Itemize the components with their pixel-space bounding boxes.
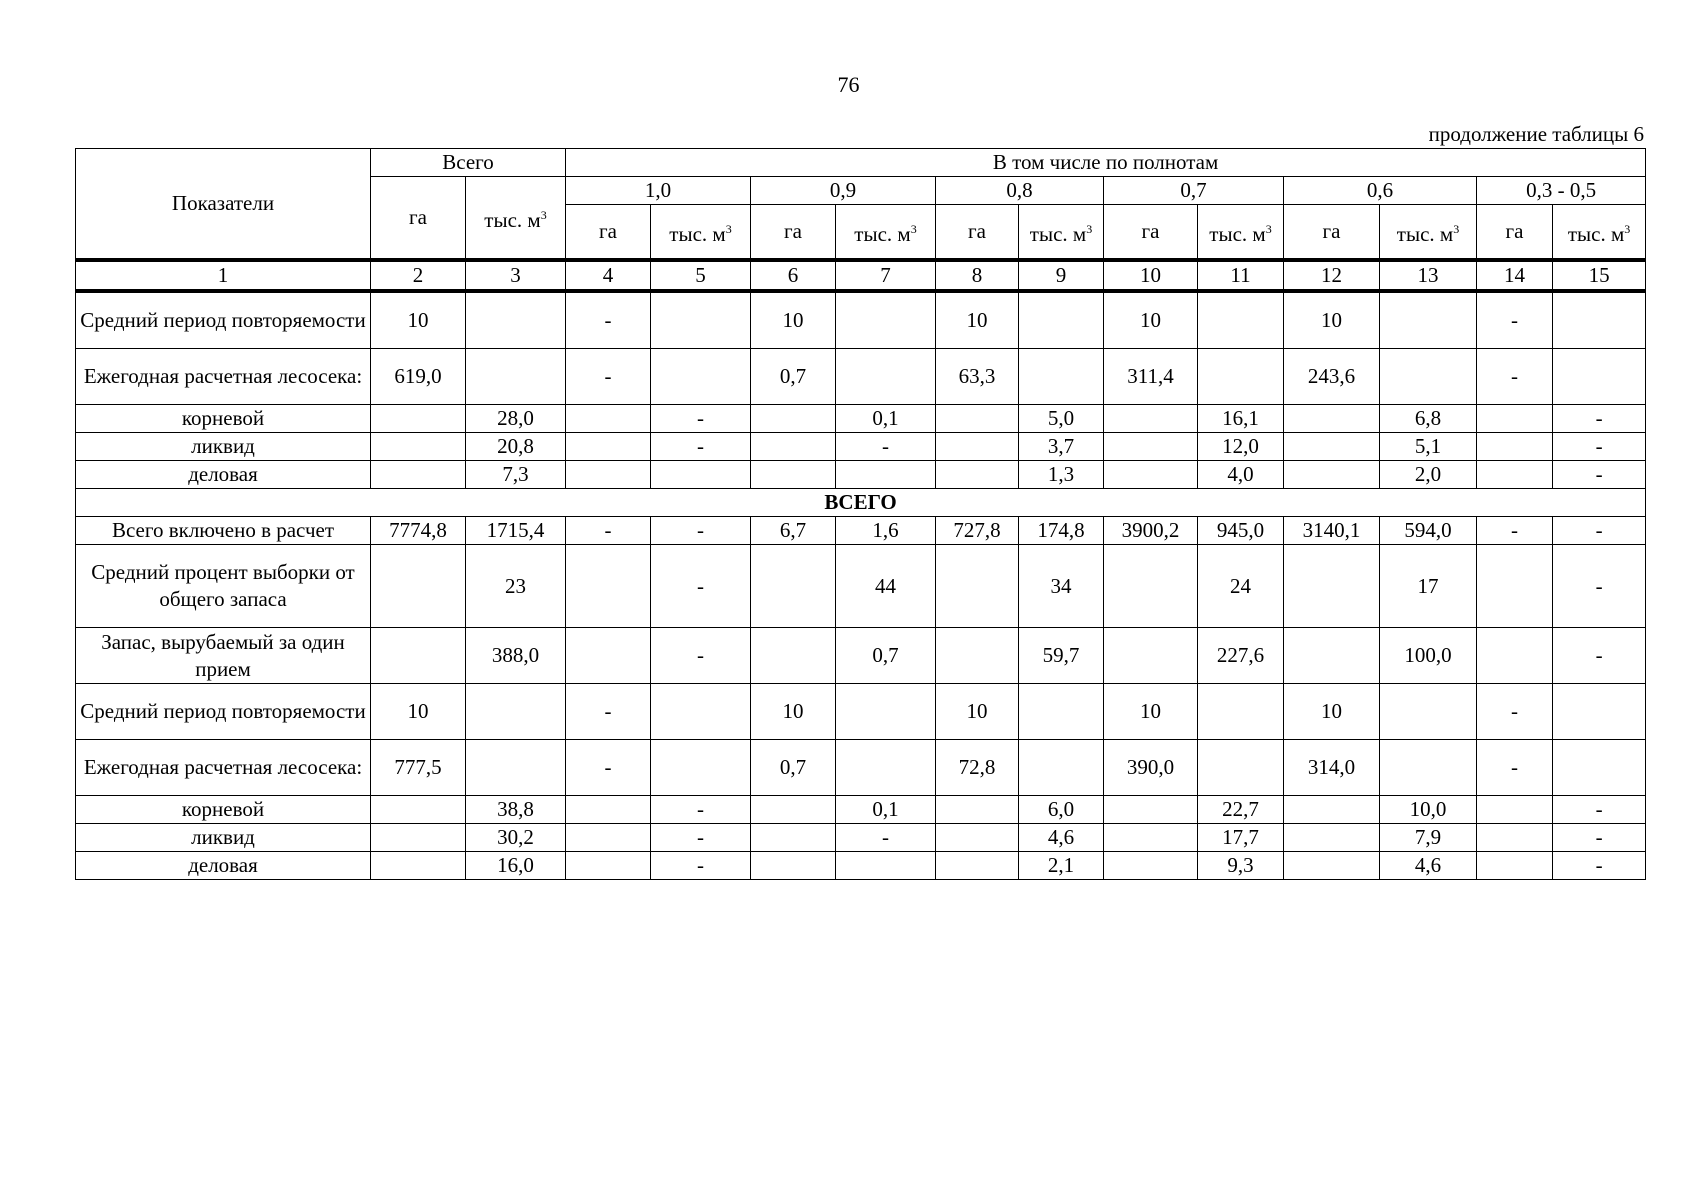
- header-unit-ha: га: [936, 205, 1019, 261]
- table-cell: [566, 405, 651, 433]
- table-cell: [1104, 628, 1198, 684]
- table-cell: 0,1: [836, 796, 936, 824]
- header-density: 0,8: [936, 177, 1104, 205]
- header-total-m3: тыс. $м^3$: [466, 177, 566, 261]
- table-cell: 777,5: [371, 740, 466, 796]
- table-cell: 24: [1198, 545, 1284, 628]
- table-row: [76, 291, 1646, 349]
- table-cell: [651, 291, 751, 349]
- table-cell: -: [566, 684, 651, 740]
- table-cell: 10: [751, 684, 836, 740]
- column-number: 6: [751, 260, 836, 291]
- section-title: ВСЕГО: [76, 489, 1646, 517]
- table-cell: [371, 824, 466, 852]
- table-row: [76, 433, 1646, 461]
- row-label: ликвид: [76, 824, 371, 852]
- table-cell: 2,0: [1380, 461, 1477, 489]
- table-cell: -: [566, 291, 651, 349]
- column-number: 5: [651, 260, 751, 291]
- header-density: 0,9: [751, 177, 936, 205]
- header-unit-m3: тыс. $м^3$: [1553, 205, 1646, 261]
- table-cell: [751, 433, 836, 461]
- table-row: [76, 349, 1646, 405]
- table-cell: -: [651, 796, 751, 824]
- table-cell: 727,8: [936, 517, 1019, 545]
- table-cell: [936, 852, 1019, 880]
- table-cell: -: [1477, 740, 1553, 796]
- header-unit-m3: тыс. $м^3$: [836, 205, 936, 261]
- table-cell: -: [1477, 349, 1553, 405]
- column-number: 4: [566, 260, 651, 291]
- table-cell: [751, 796, 836, 824]
- table-cell: 4,6: [1380, 852, 1477, 880]
- header-total-ha: га: [371, 177, 466, 261]
- table-cell: 0,7: [751, 349, 836, 405]
- table-cell: [1019, 349, 1104, 405]
- table-cell: 7774,8: [371, 517, 466, 545]
- table-cell: [1284, 628, 1380, 684]
- page-number: 76: [837, 72, 860, 97]
- table-cell: 10: [936, 684, 1019, 740]
- table-cell: [836, 291, 936, 349]
- table-cell: 23: [466, 545, 566, 628]
- table-cell: -: [1553, 461, 1646, 489]
- table-cell: 16,0: [466, 852, 566, 880]
- table-cell: [751, 628, 836, 684]
- table-cell: 5,1: [1380, 433, 1477, 461]
- table-cell: [836, 740, 936, 796]
- table-cell: -: [1477, 291, 1553, 349]
- table-cell: [751, 405, 836, 433]
- table-cell: -: [1553, 405, 1646, 433]
- table-cell: [566, 852, 651, 880]
- table-cell: 44: [836, 545, 936, 628]
- table-row: [76, 628, 1646, 684]
- table-row: [76, 740, 1646, 796]
- table-cell: [1019, 291, 1104, 349]
- table-cell: [751, 461, 836, 489]
- column-number: 14: [1477, 260, 1553, 291]
- table-cell: [566, 545, 651, 628]
- table-cell: [751, 545, 836, 628]
- table-cell: [651, 684, 751, 740]
- table-caption: продолжение таблицы 6: [1428, 122, 1644, 146]
- table-cell: 10: [371, 291, 466, 349]
- table-cell: [1104, 433, 1198, 461]
- table-cell: [936, 433, 1019, 461]
- table-cell: [1380, 349, 1477, 405]
- table-cell: [751, 824, 836, 852]
- table-cell: 6,7: [751, 517, 836, 545]
- table-cell: [1477, 545, 1553, 628]
- table-cell: [836, 461, 936, 489]
- table-cell: 4,0: [1198, 461, 1284, 489]
- table-cell: [1553, 349, 1646, 405]
- row-label: Всего включено в расчет: [76, 517, 371, 545]
- table-cell: [1477, 433, 1553, 461]
- header-unit-m3: тыс. $м^3$: [1380, 205, 1477, 261]
- table-cell: 10: [936, 291, 1019, 349]
- column-number: 3: [466, 260, 566, 291]
- header-unit-m3: тыс. $м^3$: [1198, 205, 1284, 261]
- table-cell: -: [836, 824, 936, 852]
- table-cell: 20,8: [466, 433, 566, 461]
- table-cell: [566, 824, 651, 852]
- header-unit-ha: га: [751, 205, 836, 261]
- column-number: 10: [1104, 260, 1198, 291]
- table-row: [76, 405, 1646, 433]
- table-cell: -: [651, 628, 751, 684]
- table-row: [76, 517, 1646, 545]
- table-cell: [936, 461, 1019, 489]
- table-cell: [1553, 291, 1646, 349]
- column-number: 15: [1553, 260, 1646, 291]
- table-cell: [936, 545, 1019, 628]
- table-cell: [1553, 740, 1646, 796]
- table-cell: 5,0: [1019, 405, 1104, 433]
- table-cell: 1,3: [1019, 461, 1104, 489]
- table-cell: 0,7: [836, 628, 936, 684]
- table-cell: [466, 349, 566, 405]
- header-unit-ha: га: [566, 205, 651, 261]
- header-indicators: Показатели: [76, 149, 371, 261]
- column-number: 1: [76, 260, 371, 291]
- table-cell: 1,6: [836, 517, 936, 545]
- table-cell: 17,7: [1198, 824, 1284, 852]
- table-cell: [1380, 291, 1477, 349]
- table-cell: [1284, 433, 1380, 461]
- table-cell: [1477, 628, 1553, 684]
- table-cell: [1198, 349, 1284, 405]
- table-cell: 3900,2: [1104, 517, 1198, 545]
- table-row: [76, 852, 1646, 880]
- table-cell: 7,9: [1380, 824, 1477, 852]
- table-cell: 63,3: [936, 349, 1019, 405]
- column-number: 13: [1380, 260, 1477, 291]
- header-density: 0,7: [1104, 177, 1284, 205]
- table-cell: 59,7: [1019, 628, 1104, 684]
- table-cell: 945,0: [1198, 517, 1284, 545]
- table-cell: -: [1477, 517, 1553, 545]
- table-cell: [1477, 796, 1553, 824]
- table-cell: 6,0: [1019, 796, 1104, 824]
- table-cell: 34: [1019, 545, 1104, 628]
- table-cell: -: [651, 545, 751, 628]
- column-number: 12: [1284, 260, 1380, 291]
- table-cell: [1104, 796, 1198, 824]
- table-cell: [466, 684, 566, 740]
- table-cell: [1477, 852, 1553, 880]
- row-label: Средний период повторяемости: [76, 291, 371, 349]
- table-cell: [371, 433, 466, 461]
- row-label: Средний процент выборки от общего запаса: [76, 545, 371, 628]
- table-cell: 7,3: [466, 461, 566, 489]
- table-cell: 4,6: [1019, 824, 1104, 852]
- table-cell: -: [1553, 824, 1646, 852]
- table-cell: [1104, 852, 1198, 880]
- table-row: [76, 824, 1646, 852]
- table-cell: -: [651, 824, 751, 852]
- table-cell: 38,8: [466, 796, 566, 824]
- table-cell: [1284, 405, 1380, 433]
- table-cell: [936, 628, 1019, 684]
- table-cell: [371, 852, 466, 880]
- table-cell: 10,0: [1380, 796, 1477, 824]
- table-cell: [936, 824, 1019, 852]
- table-cell: -: [651, 405, 751, 433]
- table-cell: [936, 405, 1019, 433]
- table-cell: 16,1: [1198, 405, 1284, 433]
- table-cell: [651, 349, 751, 405]
- table-cell: 22,7: [1198, 796, 1284, 824]
- table-cell: -: [1553, 545, 1646, 628]
- table-cell: -: [1553, 852, 1646, 880]
- table-cell: 619,0: [371, 349, 466, 405]
- table-cell: 17: [1380, 545, 1477, 628]
- header-unit-ha: га: [1104, 205, 1198, 261]
- table-cell: 6,8: [1380, 405, 1477, 433]
- column-number: 9: [1019, 260, 1104, 291]
- table-cell: 3,7: [1019, 433, 1104, 461]
- header-density: 1,0: [566, 177, 751, 205]
- table-cell: [371, 545, 466, 628]
- table-cell: 10: [371, 684, 466, 740]
- table-cell: 0,7: [751, 740, 836, 796]
- table-cell: [371, 405, 466, 433]
- table-cell: [1477, 461, 1553, 489]
- table-cell: -: [651, 852, 751, 880]
- table-row: [76, 545, 1646, 628]
- table-cell: [1198, 740, 1284, 796]
- table-cell: 10: [751, 291, 836, 349]
- row-label: корневой: [76, 796, 371, 824]
- table-cell: [1284, 545, 1380, 628]
- table-cell: [1104, 405, 1198, 433]
- table-cell: [566, 796, 651, 824]
- table-cell: 1715,4: [466, 517, 566, 545]
- table-cell: [1284, 461, 1380, 489]
- table-cell: 388,0: [466, 628, 566, 684]
- table-cell: [1380, 740, 1477, 796]
- table-cell: [651, 740, 751, 796]
- table-cell: [1380, 684, 1477, 740]
- table-cell: [1477, 405, 1553, 433]
- table-cell: [1553, 684, 1646, 740]
- table-cell: -: [566, 349, 651, 405]
- table-cell: [1104, 824, 1198, 852]
- table-cell: [1019, 740, 1104, 796]
- table-cell: [1477, 824, 1553, 852]
- table-row: [76, 461, 1646, 489]
- table-cell: [836, 852, 936, 880]
- column-number: 8: [936, 260, 1019, 291]
- row-label: Запас, вырубаемый за один прием: [76, 628, 371, 684]
- table-cell: 12,0: [1198, 433, 1284, 461]
- table-cell: -: [1553, 433, 1646, 461]
- table-cell: 10: [1284, 684, 1380, 740]
- row-label: Ежегодная расчетная лесосека:: [76, 349, 371, 405]
- table-cell: -: [1553, 796, 1646, 824]
- header-unit-m3: тыс. $м^3$: [651, 205, 751, 261]
- table-cell: 28,0: [466, 405, 566, 433]
- table-cell: 174,8: [1019, 517, 1104, 545]
- table-cell: [566, 628, 651, 684]
- table-cell: -: [836, 433, 936, 461]
- row-label: корневой: [76, 405, 371, 433]
- table-cell: [836, 349, 936, 405]
- table-cell: 0,1: [836, 405, 936, 433]
- table-cell: 72,8: [936, 740, 1019, 796]
- row-label: деловая: [76, 461, 371, 489]
- table-cell: [1198, 684, 1284, 740]
- table-cell: -: [1553, 517, 1646, 545]
- header-total: Всего: [371, 149, 566, 177]
- table-cell: [1284, 824, 1380, 852]
- table-cell: 9,3: [1198, 852, 1284, 880]
- column-number: 11: [1198, 260, 1284, 291]
- header-unit-ha: га: [1284, 205, 1380, 261]
- table-cell: [466, 740, 566, 796]
- table-cell: 243,6: [1284, 349, 1380, 405]
- table-cell: 3140,1: [1284, 517, 1380, 545]
- table-cell: [566, 433, 651, 461]
- table-cell: [1104, 545, 1198, 628]
- table-cell: 594,0: [1380, 517, 1477, 545]
- table-cell: 100,0: [1380, 628, 1477, 684]
- header-unit-m3: тыс. $м^3$: [1019, 205, 1104, 261]
- header-density: 0,3 - 0,5: [1477, 177, 1646, 205]
- table-cell: [566, 461, 651, 489]
- table-cell: [371, 628, 466, 684]
- table-cell: [751, 852, 836, 880]
- table-cell: -: [566, 517, 651, 545]
- table-cell: [1019, 684, 1104, 740]
- header-unit-ha: га: [1477, 205, 1553, 261]
- row-label: Средний период повторяемости: [76, 684, 371, 740]
- table-cell: 227,6: [1198, 628, 1284, 684]
- table-cell: -: [1477, 684, 1553, 740]
- table-cell: 10: [1284, 291, 1380, 349]
- column-number: 7: [836, 260, 936, 291]
- table-cell: 311,4: [1104, 349, 1198, 405]
- table-cell: [836, 684, 936, 740]
- table-cell: -: [566, 740, 651, 796]
- table-cell: [651, 461, 751, 489]
- table-cell: [1284, 852, 1380, 880]
- table-cell: -: [651, 517, 751, 545]
- table-cell: [1104, 461, 1198, 489]
- row-label: Ежегодная расчетная лесосека:: [76, 740, 371, 796]
- table-cell: -: [1553, 628, 1646, 684]
- table-cell: 10: [1104, 684, 1198, 740]
- table-row: [76, 796, 1646, 824]
- table-cell: [1198, 291, 1284, 349]
- table-cell: 10: [1104, 291, 1198, 349]
- table-cell: 2,1: [1019, 852, 1104, 880]
- table-cell: [936, 796, 1019, 824]
- table-cell: 30,2: [466, 824, 566, 852]
- table-cell: 314,0: [1284, 740, 1380, 796]
- data-table: [75, 148, 1646, 880]
- column-number: 2: [371, 260, 466, 291]
- header-by-density: В том числе по полнотам: [566, 149, 1646, 177]
- table-row: [76, 684, 1646, 740]
- table-cell: [371, 461, 466, 489]
- row-label: ликвид: [76, 433, 371, 461]
- table-cell: -: [651, 433, 751, 461]
- table-cell: [466, 291, 566, 349]
- header-density: 0,6: [1284, 177, 1477, 205]
- table-cell: [371, 796, 466, 824]
- table-cell: 390,0: [1104, 740, 1198, 796]
- table-cell: [1284, 796, 1380, 824]
- row-label: деловая: [76, 852, 371, 880]
